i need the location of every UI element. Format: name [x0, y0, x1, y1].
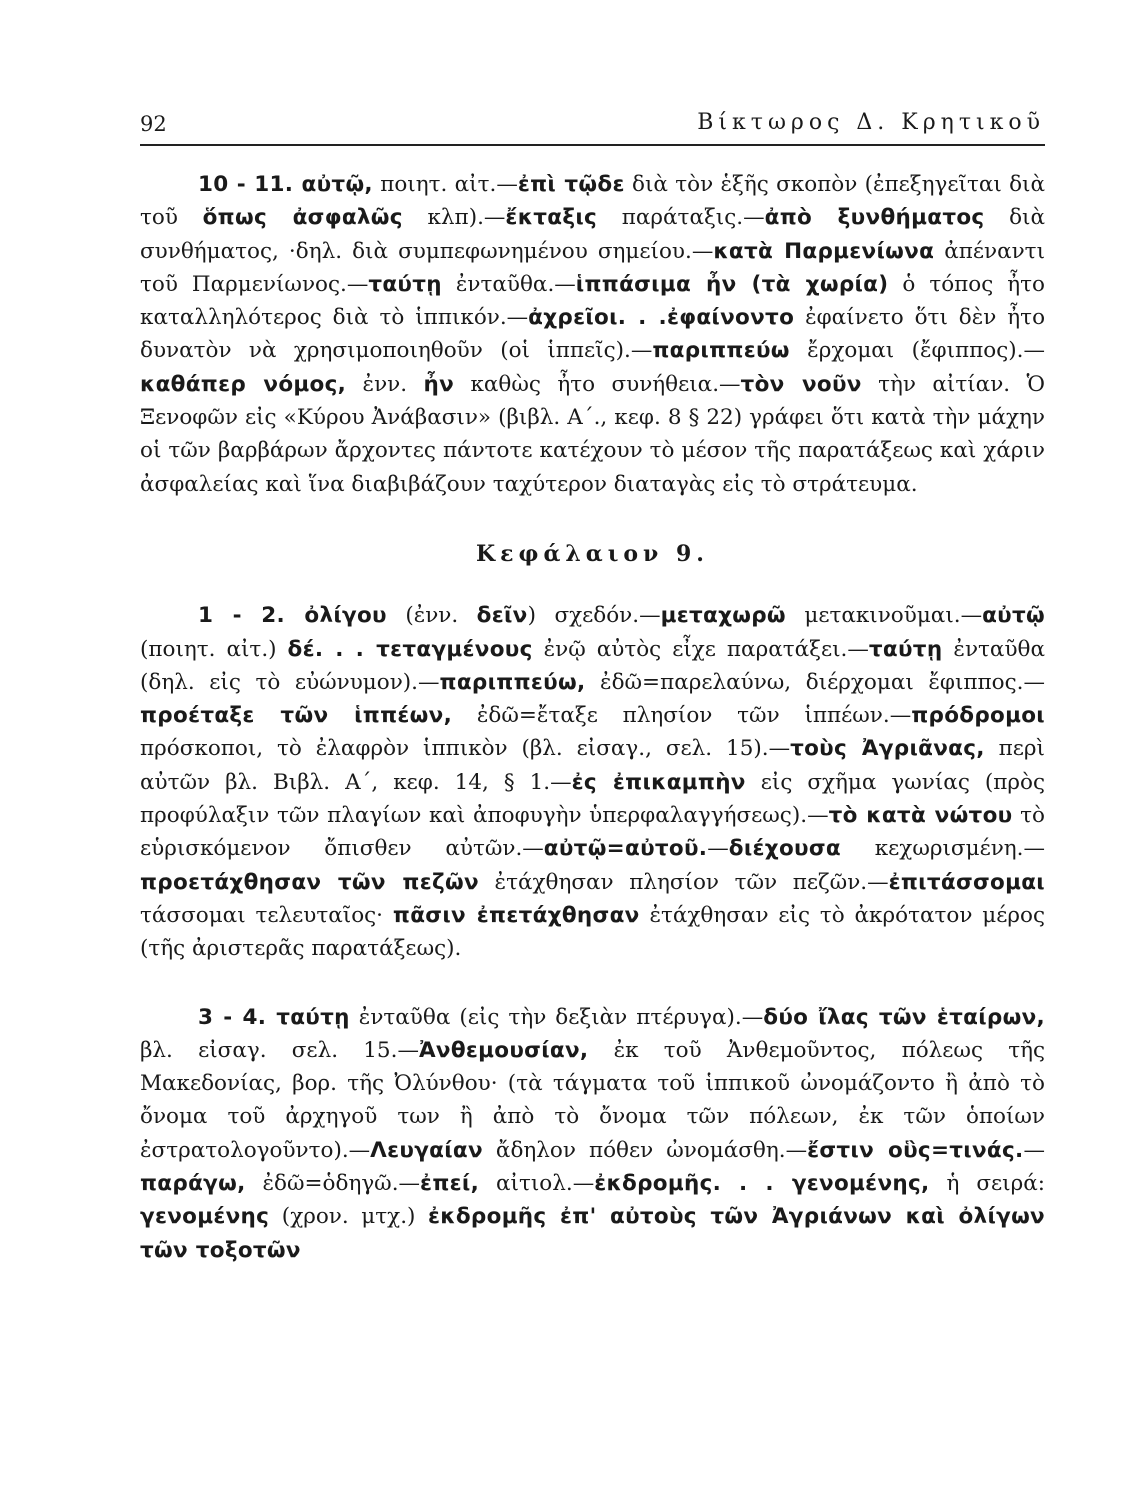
bold-term: ἐς ἐπικαμπὴν — [571, 769, 746, 795]
gloss-text: ἄδηλον πόθεν ὠνομάσθη.— — [482, 1137, 808, 1163]
page-body — [140, 168, 1045, 1267]
gloss-text: ἐφαίνετο ὅτι δὲν ἦτο δυνατὸν νὰ χρησιμοποιηθοῦν (οἱ ἱππεῖς).— — [140, 305, 1046, 364]
gloss-text: καθὼς ἦτο συνήθεια.— — [454, 371, 741, 397]
bold-term: μεταχωρῶ — [660, 603, 786, 629]
bold-term: αὐτῷ — [982, 603, 1045, 629]
bold-term: 3 - 4. ταύτῃ — [198, 1004, 350, 1030]
page-number: 92 — [140, 112, 167, 136]
bold-term: πᾶσιν ἐπετάχθησαν — [392, 902, 640, 928]
bold-term: πρόδρομοι — [911, 703, 1045, 729]
gloss-text: τάσσομαι τελευταῖος· — [140, 902, 393, 928]
gloss-text: (ποιητ. αἰτ.) — [140, 636, 288, 662]
gloss-text: παράταξις.— — [597, 205, 765, 231]
bold-term: ἐκδρομῆς. . . γενομένης, — [594, 1171, 930, 1197]
gloss-text: ἐδῶ=παρελαύνω, διέρχομαι ἔφιππος.— — [585, 669, 1045, 695]
gloss-text: τὴν αἰτίαν. Ὁ Ξενοφῶν εἰς «Κύρου Ἀνάβασιν» (βιβλ. Α΄., κεφ. 8 § 22) γράφει ὅτι κατὰ τὴν μάχην οἱ τῶν βαρβάρων ἄρχοντες πάντοτε κατέχουν τὸ μέσον τῆς παρατάξεως καὶ χάριν ἀσφαλείας καὶ ἵνα διαβιβάζουν ταχύτερον διαταγὰς εἰς τὸ στράτευμα. — [140, 371, 1045, 497]
gloss-text: διὰ συνθήματος, ·δηλ. διὰ συμπεφωνημένου σημείου.— — [140, 205, 1046, 264]
gloss-text: κλπ).— — [402, 205, 506, 231]
bold-term: ἔστιν οὓς=τινάς. — [807, 1137, 1024, 1163]
bold-term: αὐτῷ=αὐτοῦ. — [543, 836, 708, 862]
chapter-title: Κεφάλαιον 9. — [476, 540, 709, 567]
bold-term: ἀχρεῖοι. . .ἐφαίνοντο — [528, 305, 795, 331]
gloss-text: τὸ εὑρισκόμενον ὄπισθεν αὐτῶν.— — [140, 803, 1045, 862]
gloss-text: ἐδῶ=ὁδηγῶ.— — [245, 1171, 421, 1197]
bold-term: ἔκταξις — [505, 205, 598, 231]
bold-term: τοὺς Ἀγριᾶνας, — [790, 736, 985, 762]
bold-term: Λευγαίαν — [370, 1137, 483, 1163]
bold-term: 10 - 11. αὐτῷ, — [198, 172, 373, 197]
gloss-text: ἀπέναντι τοῦ Παρμενίωνος.— — [140, 238, 1045, 297]
gloss-text: ποιητ. αἰτ.— — [372, 172, 518, 197]
gloss-text: ἐνῷ αὐτὸς εἶχε παρατάξει.— — [532, 636, 869, 662]
bold-term: ἐπιτάσσομαι — [888, 869, 1045, 895]
bold-term: ἀπὸ ξυνθήματος — [764, 205, 985, 231]
page-header — [140, 108, 1045, 146]
bold-term: ἐκδρομῆς ἐπ' αὐτοὺς τῶν Ἀγριάνων καὶ ὀλίγων τῶν τοξοτῶν — [140, 1204, 1045, 1263]
bold-term: καθάπερ νόμος, — [140, 371, 347, 397]
gloss-text: ἐνταῦθα (εἰς τὴν δεξιὰν πτέρυγα).— — [349, 1004, 764, 1030]
bold-term: ἐπὶ τῷδε — [517, 172, 625, 197]
bold-term: διέχουσα — [728, 836, 841, 862]
bold-term: παράγω, — [140, 1171, 246, 1197]
bold-term: ἦν — [423, 371, 455, 397]
bold-term: κατὰ Παρμενίωνα — [713, 238, 935, 264]
gloss-text: ἐνταῦθα (δηλ. εἰς τὸ εὐώνυμον).— — [140, 636, 1045, 695]
gloss-text: περὶ αὐτῶν βλ. Βιβλ. Α΄, κεφ. 14, § 1.— — [140, 736, 1045, 795]
gloss-text: ἐτάχθησαν πλησίον τῶν πεζῶν.— — [478, 869, 889, 895]
gloss-text: ἐκ τοῦ Ἀνθεμοῦντος, πόλεως τῆς Μακεδονίας, βορ. τῆς Ὀλύνθου· (τὰ τάγματα τοῦ ἱππικοῦ ὠνομάζοντο ἢ ἀπὸ τὸ ὄνομα τοῦ ἀρχηγοῦ των ἢ ἀπὸ τὸ ὄνομα τῶν πόλεων, ἐκ τῶν ὁποίων ἐστρατολογοῦντο).— — [140, 1037, 1046, 1163]
bold-term: ταύτῃ — [368, 271, 442, 297]
bold-term: δεῖν — [476, 603, 528, 629]
bold-term: ἱππάσιμα ἦν (τὰ χωρία) — [575, 271, 889, 297]
gloss-text: διὰ τὸν ἑξῆς σκοπὸν (ἐπεξηγεῖται διὰ τοῦ — [140, 172, 1045, 231]
gloss-text: ὁ τόπος ἦτο καταλληλότερος διὰ τὸ ἱππικόν.— — [140, 271, 1045, 331]
bold-term: προετάχθησαν τῶν πεζῶν — [140, 869, 479, 895]
gloss-text: εἰς σχῆμα γωνίας (πρὸς προφύλαξιν τῶν πλαγίων καὶ ἀποφυγὴν ὑπερφαλαγγήσεως).— — [140, 769, 1046, 829]
note-paragraph-1-2 — [140, 599, 1045, 965]
gloss-text: κεχωρισμένη.— — [840, 836, 1045, 862]
bold-term: τὸ κατὰ νώτου — [828, 803, 1013, 829]
gloss-text: ) σχεδόν.— — [527, 603, 661, 629]
gloss-text: ἡ σειρά: — [929, 1171, 1045, 1197]
bold-term: ταύτῃ — [868, 636, 943, 662]
bold-term: δέ. . . τεταγμένους — [287, 636, 533, 662]
gloss-text: αἰτιολ.— — [479, 1171, 595, 1197]
gloss-text: βλ. εἰσαγ. σελ. 15.— — [140, 1037, 419, 1063]
gloss-text: ἐτάχθησαν εἰς τὸ ἀκρότατον μέρος (τῆς ἀριστερᾶς παρατάξεως). — [140, 902, 1045, 962]
gloss-text: (ἐνν. — [386, 603, 477, 629]
bold-term: προέταξε τῶν ἱππέων, — [140, 703, 453, 729]
gloss-text: ἔρχομαι (ἔφιππος).— — [789, 338, 1045, 364]
note-paragraph-3-4 — [140, 1001, 1045, 1267]
bold-term: ὅπως ἀσφαλῶς — [202, 205, 403, 231]
bold-term: παριππεύω, — [439, 669, 586, 695]
bold-term: 1 - 2. ὀλίγου — [198, 603, 387, 629]
bold-term: ἐπεί, — [420, 1171, 480, 1197]
paragraph-gap — [140, 966, 1045, 1001]
note-paragraph-10-11 — [140, 168, 1045, 501]
gloss-text: — — [1023, 1137, 1046, 1163]
gloss-text: μετακινοῦμαι.— — [785, 603, 983, 629]
gloss-text: πρόσκοποι, τὸ ἐλαφρὸν ἱππικὸν (βλ. εἰσαγ., σελ. 15).— — [140, 736, 791, 762]
bold-term: γενομένης — [140, 1204, 270, 1230]
running-head: Βίκτωρος Δ. Κρητικοῦ — [697, 110, 1045, 135]
gloss-text: (χρον. μτχ.) — [269, 1204, 429, 1230]
gloss-text: — — [707, 836, 729, 862]
bold-term: δύο ἴλας τῶν ἑταίρων, — [763, 1004, 1045, 1030]
bold-term: τὸν νοῦν — [740, 371, 862, 397]
gloss-text: ἐδῶ=ἔταξε πλησίον τῶν ἱππέων.— — [452, 703, 912, 729]
gloss-text: ἐνν. — [346, 371, 424, 397]
bold-term: Ἀνθεμουσίαν, — [418, 1037, 589, 1063]
bold-term: παριππεύω — [652, 338, 790, 364]
gloss-text: ἐνταῦθα.— — [441, 271, 576, 297]
